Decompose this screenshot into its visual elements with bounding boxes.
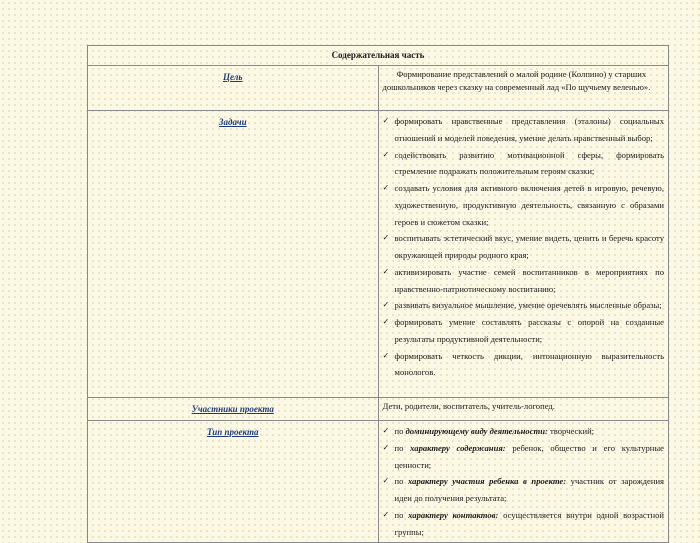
checkmark-icon: ✓ xyxy=(382,149,390,159)
list-item: ✓ по доминирующему виду деятельности: творческий; xyxy=(383,423,665,440)
content-table xyxy=(87,45,669,543)
goal-text: Формирование представлений о малой родине (Колпино) у старших дошкольников через сказку на современный лад «По щучьему веленью». xyxy=(378,66,669,111)
checkmark-icon: ✓ xyxy=(382,266,390,276)
tasks-cell xyxy=(378,111,669,398)
list-item: ✓ содействовать развитию мотивационной сферы, формировать стремление подражать положительным героям сказки; xyxy=(383,147,665,181)
checkmark-icon: ✓ xyxy=(382,300,390,310)
list-item: ✓ по характеру контактов: осуществляется внутри одной возрастной группы; xyxy=(383,507,665,541)
checkmark-icon: ✓ xyxy=(382,426,390,436)
checkmark-icon: ✓ xyxy=(382,350,390,360)
list-item: ✓ воспитывать эстетический вкус, умение видеть, ценить и беречь красоту окружающей природы родного края; xyxy=(383,230,665,264)
participants-text: Дети, родители, воспитатель, учитель-логопед. xyxy=(378,398,669,421)
checkmark-icon: ✓ xyxy=(382,233,390,243)
project-type-cell xyxy=(378,421,669,543)
list-item: ✓ по характеру содержания: ребенок, общество и его культурные ценности; xyxy=(383,440,665,474)
goal-row xyxy=(88,66,669,111)
list-item: ✓ формировать нравственные представления (эталоны) социальных отношений и моделей поведения, умение делать нравственный выбор; xyxy=(383,113,665,147)
project-type-row xyxy=(88,421,669,543)
project-type-label: Тип проекта xyxy=(88,421,379,543)
goal-label: Цель xyxy=(88,66,379,111)
list-item: ✓ формировать четкость дикции, интонационную выразительность монологов. xyxy=(383,348,665,382)
header-row xyxy=(88,46,669,66)
list-item: ✓ развивать визуальное мышление, умение оречевлять мысленные образы; xyxy=(383,297,665,314)
list-item: ✓ создавать условия для активного включения детей в игровую, речевую, художественную, продуктивную деятельность, связанную с образами героев и сюжетом сказки; xyxy=(383,180,665,230)
tasks-row xyxy=(88,111,669,398)
checkmark-icon: ✓ xyxy=(382,509,390,519)
list-item: ✓ по характеру участия ребенка в проекте: участник от зарождения идеи до получения результата; xyxy=(383,473,665,507)
checkmark-icon: ✓ xyxy=(382,476,390,486)
document-page xyxy=(87,45,669,543)
tasks-label: Задачи xyxy=(88,111,379,398)
checkmark-icon: ✓ xyxy=(382,183,390,193)
list-item: ✓ формировать умение составлять рассказы с опорой на созданные результаты продуктивной деятельности; xyxy=(383,314,665,348)
list-item: ✓ активизировать участие семей воспитанников в мероприятиях по нравственно-патриотическому воспитанию; xyxy=(383,264,665,298)
checkmark-icon: ✓ xyxy=(382,317,390,327)
table-header: Содержательная часть xyxy=(88,46,669,66)
tasks-list xyxy=(383,113,665,381)
checkmark-icon: ✓ xyxy=(382,116,390,126)
participants-row xyxy=(88,398,669,421)
participants-label: Участники проекта xyxy=(88,398,379,421)
checkmark-icon: ✓ xyxy=(382,442,390,452)
project-type-list xyxy=(383,423,665,540)
